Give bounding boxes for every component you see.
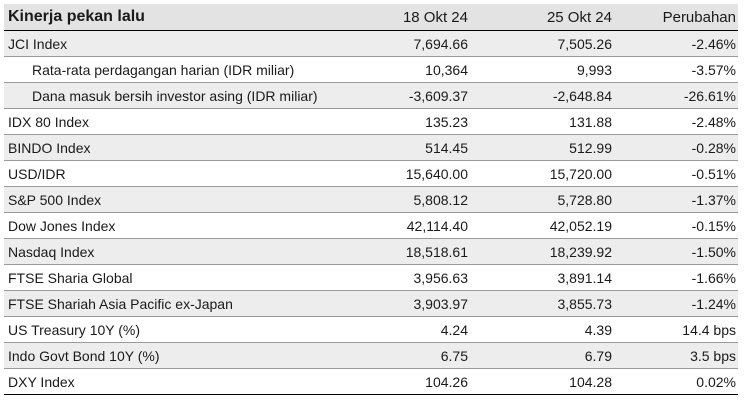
table-row xyxy=(4,343,738,369)
value-change: -3.57% xyxy=(614,57,738,83)
table-row xyxy=(4,239,738,265)
table-row xyxy=(4,265,738,291)
value-change: -1.24% xyxy=(614,291,738,317)
value-25-okt: 4.39 xyxy=(470,317,614,343)
value-change: 14.4 bps xyxy=(614,317,738,343)
table-row xyxy=(4,213,738,239)
value-25-okt: 15,720.00 xyxy=(470,161,614,187)
value-change: -26.61% xyxy=(614,83,738,109)
value-25-okt: 42,052.19 xyxy=(470,213,614,239)
value-change: -2.46% xyxy=(614,31,738,57)
value-change: -0.28% xyxy=(614,135,738,161)
row-label: FTSE Shariah Asia Pacific ex-Japan xyxy=(4,291,340,317)
header-date-2: 25 Okt 24 xyxy=(470,4,614,31)
value-25-okt: 6.79 xyxy=(470,343,614,369)
row-label: Nasdaq Index xyxy=(4,239,340,265)
row-label: US Treasury 10Y (%) xyxy=(4,317,340,343)
value-25-okt: 3,855.73 xyxy=(470,291,614,317)
value-change: -0.15% xyxy=(614,213,738,239)
row-label: FTSE Sharia Global xyxy=(4,265,340,291)
row-label: BINDO Index xyxy=(4,135,340,161)
value-18-okt: 7,694.66 xyxy=(340,31,470,57)
value-25-okt: 7,505.26 xyxy=(470,31,614,57)
value-25-okt: 9,993 xyxy=(470,57,614,83)
table-row xyxy=(4,291,738,317)
header-date-1: 18 Okt 24 xyxy=(340,4,470,31)
value-18-okt: 5,808.12 xyxy=(340,187,470,213)
table-row xyxy=(4,31,738,57)
value-25-okt: 512.99 xyxy=(470,135,614,161)
row-label: Rata-rata perdagangan harian (IDR miliar) xyxy=(4,57,340,83)
value-25-okt: 3,891.14 xyxy=(470,265,614,291)
value-18-okt: 514.45 xyxy=(340,135,470,161)
table-header-row xyxy=(4,4,738,31)
value-25-okt: 131.88 xyxy=(470,109,614,135)
table-row xyxy=(4,83,738,109)
value-25-okt: 104.28 xyxy=(470,369,614,395)
value-18-okt: 15,640.00 xyxy=(340,161,470,187)
weekly-performance-table xyxy=(4,4,738,395)
value-18-okt: 18,518.61 xyxy=(340,239,470,265)
value-change: -2.48% xyxy=(614,109,738,135)
value-25-okt: 5,728.80 xyxy=(470,187,614,213)
value-18-okt: 4.24 xyxy=(340,317,470,343)
header-change: Perubahan xyxy=(614,4,738,31)
value-25-okt: -2,648.84 xyxy=(470,83,614,109)
row-label: JCI Index xyxy=(4,31,340,57)
value-25-okt: 18,239.92 xyxy=(470,239,614,265)
value-18-okt: -3,609.37 xyxy=(340,83,470,109)
value-18-okt: 10,364 xyxy=(340,57,470,83)
row-label: DXY Index xyxy=(4,369,340,395)
value-18-okt: 3,903.97 xyxy=(340,291,470,317)
value-change: -1.37% xyxy=(614,187,738,213)
table-row xyxy=(4,57,738,83)
table-row xyxy=(4,135,738,161)
value-change: 3.5 bps xyxy=(614,343,738,369)
row-label: S&P 500 Index xyxy=(4,187,340,213)
value-change: -1.66% xyxy=(614,265,738,291)
table-row xyxy=(4,161,738,187)
row-label: IDX 80 Index xyxy=(4,109,340,135)
value-18-okt: 42,114.40 xyxy=(340,213,470,239)
value-change: -1.50% xyxy=(614,239,738,265)
table-row xyxy=(4,187,738,213)
table-title: Kinerja pekan lalu xyxy=(4,4,340,31)
row-label: USD/IDR xyxy=(4,161,340,187)
row-label: Dana masuk bersih investor asing (IDR miliar) xyxy=(4,83,340,109)
value-18-okt: 135.23 xyxy=(340,109,470,135)
row-label: Dow Jones Index xyxy=(4,213,340,239)
value-change: 0.02% xyxy=(614,369,738,395)
row-label: Indo Govt Bond 10Y (%) xyxy=(4,343,340,369)
value-change: -0.51% xyxy=(614,161,738,187)
value-18-okt: 104.26 xyxy=(340,369,470,395)
value-18-okt: 3,956.63 xyxy=(340,265,470,291)
table-row xyxy=(4,109,738,135)
value-18-okt: 6.75 xyxy=(340,343,470,369)
table-row xyxy=(4,317,738,343)
table-row xyxy=(4,369,738,395)
